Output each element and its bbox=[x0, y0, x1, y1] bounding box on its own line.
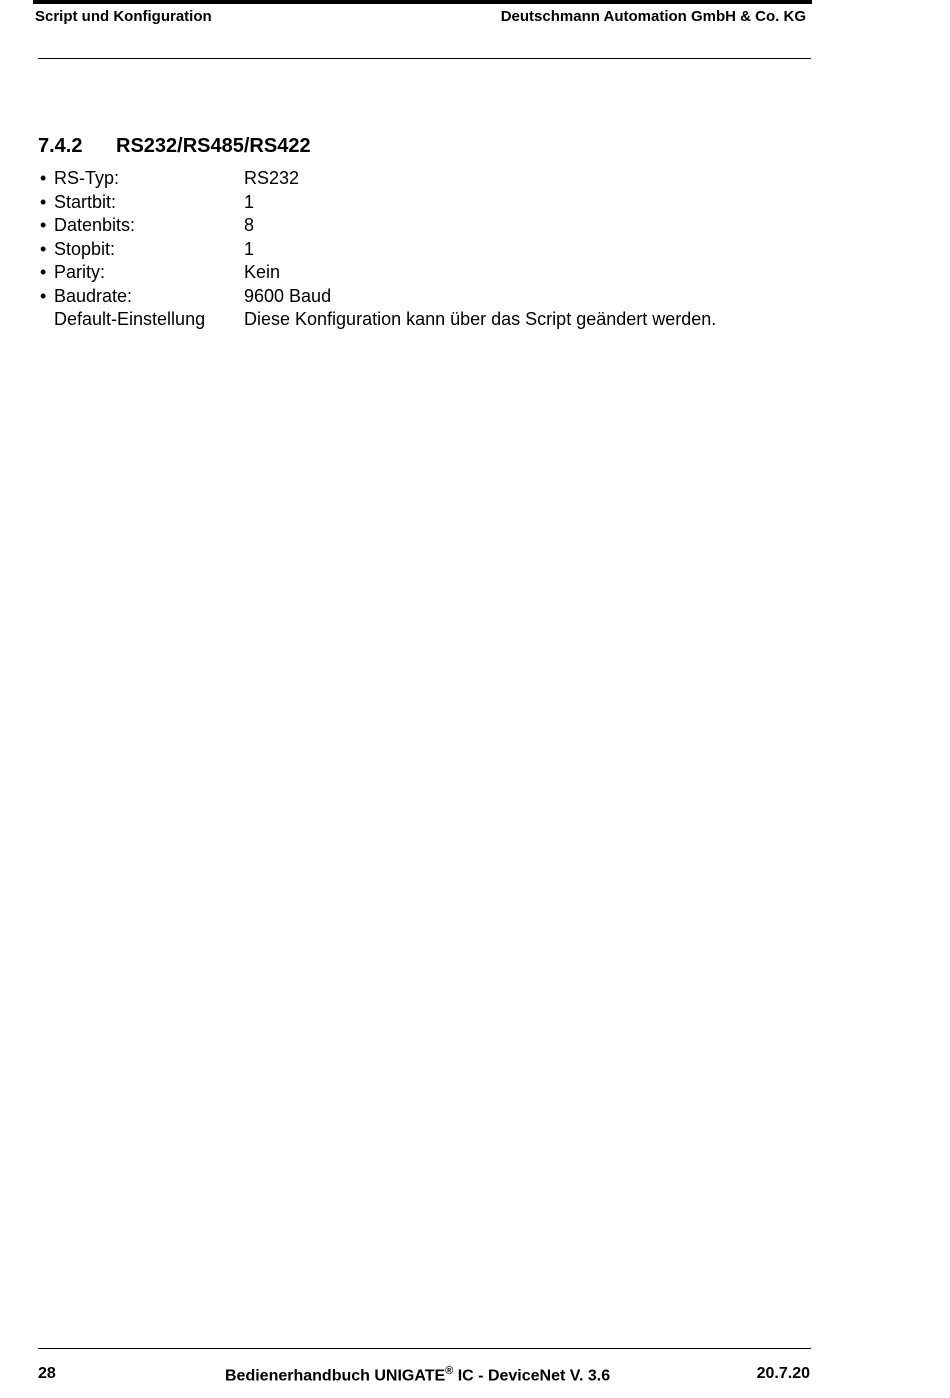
param-value: 8 bbox=[244, 215, 255, 235]
header-company-name: Deutschmann Automation GmbH & Co. KG bbox=[500, 8, 806, 25]
bullet bbox=[40, 308, 54, 332]
bullet: • bbox=[40, 168, 47, 188]
bullet: • bbox=[40, 191, 47, 212]
page-number: 28 bbox=[38, 1365, 56, 1382]
footer-title-main: Bedienerhandbuch UNIGATE bbox=[225, 1367, 446, 1385]
param-label: Datenbits: bbox=[54, 215, 136, 235]
footer-document-title bbox=[225, 1365, 610, 1385]
param-value: Kein bbox=[244, 262, 281, 282]
bullet: • bbox=[40, 262, 47, 282]
registered-mark: ® bbox=[445, 1365, 454, 1377]
param-label: Stopbit: bbox=[54, 238, 116, 259]
param-value: RS232 bbox=[244, 168, 300, 188]
list-item bbox=[40, 191, 716, 215]
param-value: 9600 Baud bbox=[244, 285, 332, 306]
section-title: RS232/RS485/RS422 bbox=[116, 135, 311, 157]
footer-date: 20.7.20 bbox=[756, 1365, 810, 1382]
list-item bbox=[40, 238, 716, 262]
section-heading bbox=[38, 135, 311, 158]
list-item bbox=[40, 261, 716, 285]
param-label: Parity: bbox=[54, 262, 106, 282]
param-label: Default-Einstellung bbox=[54, 309, 206, 329]
bullet: • bbox=[40, 215, 47, 235]
param-value: 1 bbox=[244, 191, 255, 212]
list-item bbox=[40, 285, 716, 309]
parameter-list bbox=[40, 167, 716, 332]
footer-divider bbox=[38, 1348, 811, 1349]
header-divider bbox=[38, 58, 811, 59]
param-value: Diese Konfiguration kann über das Script geändert werden. bbox=[244, 309, 717, 329]
list-item bbox=[40, 214, 716, 238]
bullet: • bbox=[40, 238, 47, 259]
param-value: 1 bbox=[244, 238, 255, 259]
header-chapter-title: Script und Konfiguration bbox=[35, 8, 212, 25]
param-label: Baudrate: bbox=[54, 285, 133, 306]
header-top-rule bbox=[33, 0, 812, 4]
bullet: • bbox=[40, 285, 47, 306]
section-number: 7.4.2 bbox=[38, 135, 83, 157]
footer-title-rest: IC - DeviceNet V. 3.6 bbox=[453, 1367, 611, 1385]
list-item bbox=[40, 308, 716, 332]
list-item bbox=[40, 167, 716, 191]
param-label: Startbit: bbox=[54, 191, 117, 212]
param-label: RS-Typ: bbox=[54, 168, 120, 188]
